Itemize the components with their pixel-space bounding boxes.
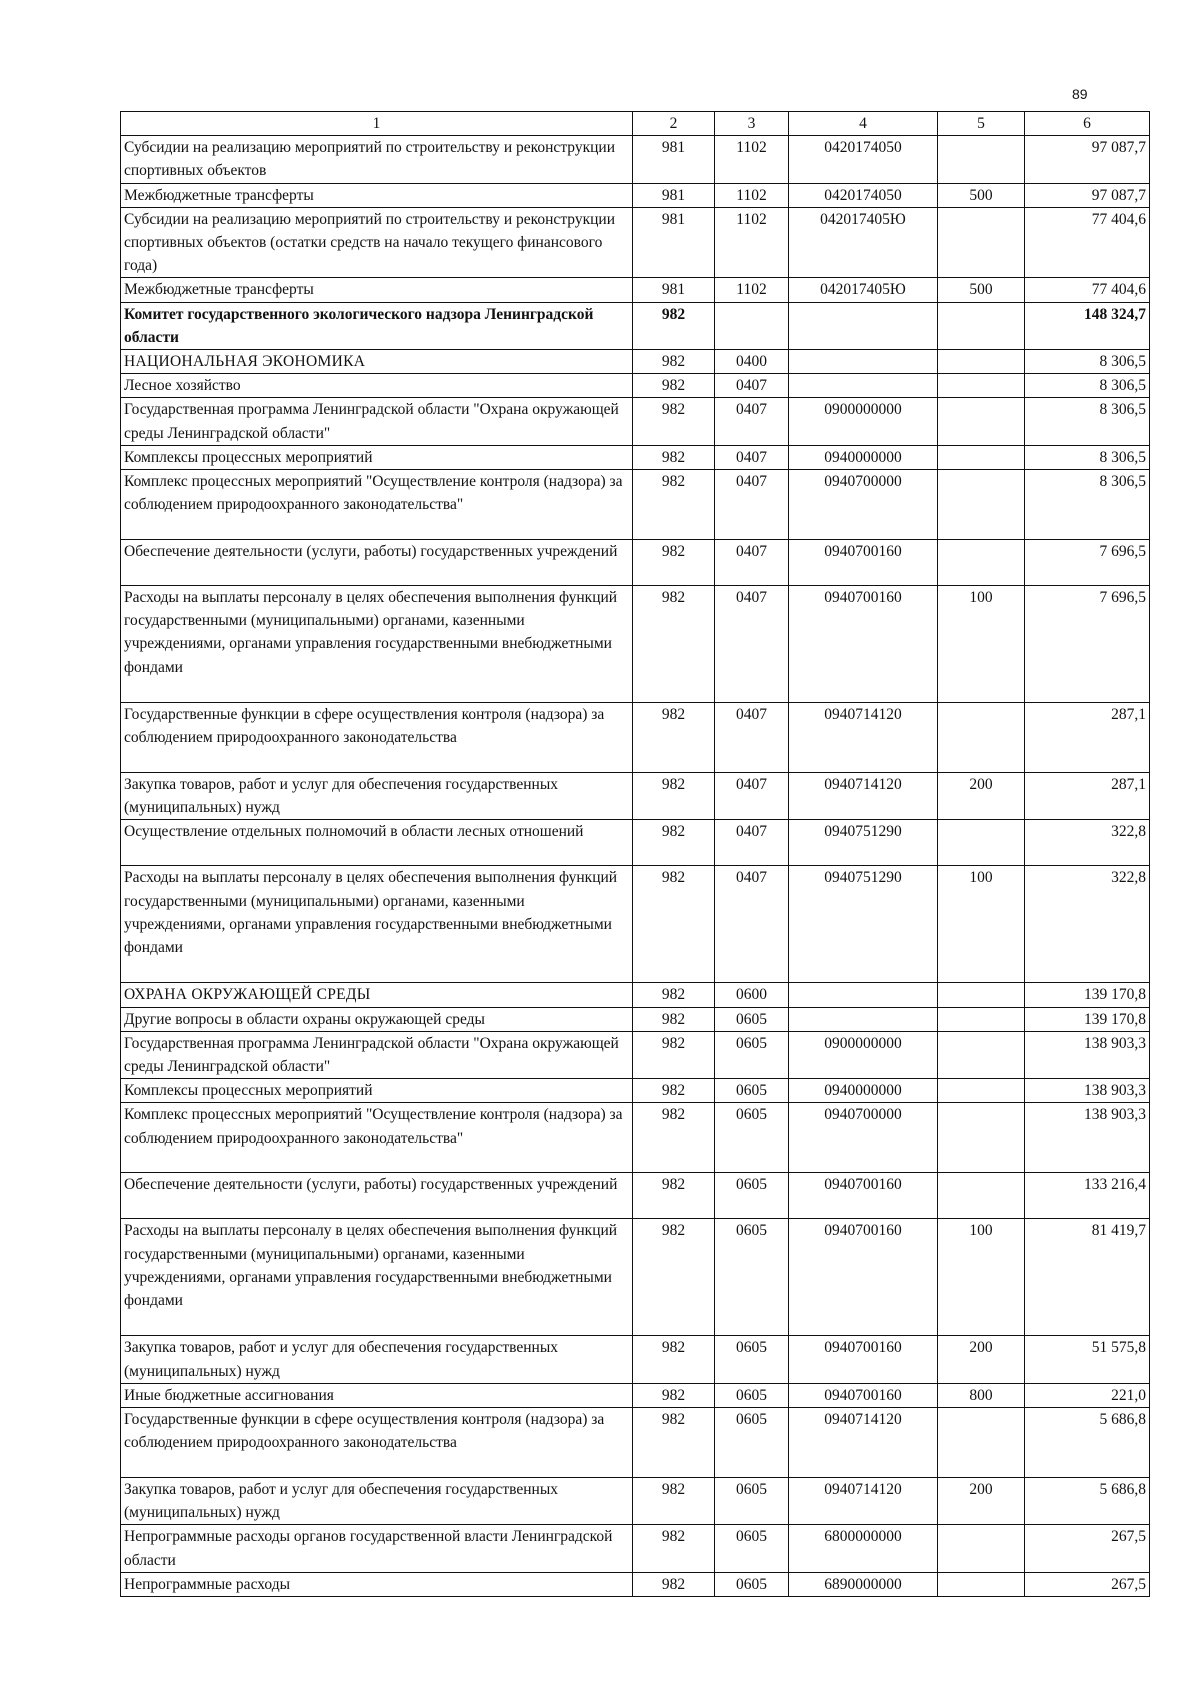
cell-grbs-code: 982 bbox=[633, 866, 715, 983]
cell-section-code: 0605 bbox=[715, 1408, 789, 1478]
table-row bbox=[121, 350, 1150, 374]
cell-target-article bbox=[789, 350, 938, 374]
cell-name: Субсидии на реализацию мероприятий по строительству и реконструкции спортивных объектов bbox=[121, 136, 633, 183]
cell-expense-type bbox=[938, 983, 1025, 1007]
cell-target-article: 0940751290 bbox=[789, 820, 938, 866]
cell-target-article: 0420174050 bbox=[789, 136, 938, 183]
cell-amount: 221,0 bbox=[1025, 1383, 1150, 1407]
table-row bbox=[121, 183, 1150, 207]
cell-grbs-code: 982 bbox=[633, 983, 715, 1007]
cell-amount: 322,8 bbox=[1025, 866, 1150, 983]
table-row bbox=[121, 374, 1150, 398]
cell-amount: 267,5 bbox=[1025, 1572, 1150, 1596]
cell-expense-type bbox=[938, 1572, 1025, 1596]
cell-target-article: 0940700000 bbox=[789, 1103, 938, 1173]
cell-section-code: 0407 bbox=[715, 540, 789, 586]
cell-name: Закупка товаров, работ и услуг для обеспечения государственных (муниципальных) нужд bbox=[121, 773, 633, 820]
cell-name: Субсидии на реализацию мероприятий по строительству и реконструкции спортивных объектов (остатки средств на начало текущего финансового года) bbox=[121, 207, 633, 278]
cell-target-article: 0940714120 bbox=[789, 1478, 938, 1525]
cell-target-article: 042017405Ю bbox=[789, 278, 938, 302]
cell-section-code: 0605 bbox=[715, 1336, 789, 1383]
table-header bbox=[121, 112, 1150, 136]
header-col-4: 4 bbox=[789, 112, 938, 136]
cell-expense-type bbox=[938, 1031, 1025, 1078]
cell-grbs-code: 982 bbox=[633, 1408, 715, 1478]
cell-name: Комплекс процессных мероприятий "Осуществление контроля (надзора) за соблюдением природоохранного законодательства" bbox=[121, 470, 633, 540]
cell-amount: 81 419,7 bbox=[1025, 1219, 1150, 1336]
cell-expense-type bbox=[938, 1173, 1025, 1219]
cell-amount: 138 903,3 bbox=[1025, 1031, 1150, 1078]
header-row bbox=[121, 112, 1150, 136]
cell-section-code: 1102 bbox=[715, 207, 789, 278]
cell-name: НАЦИОНАЛЬНАЯ ЭКОНОМИКА bbox=[121, 350, 633, 374]
cell-amount: 287,1 bbox=[1025, 773, 1150, 820]
cell-amount: 139 170,8 bbox=[1025, 1007, 1150, 1031]
cell-section-code: 0407 bbox=[715, 866, 789, 983]
table-row bbox=[121, 398, 1150, 445]
cell-amount: 7 696,5 bbox=[1025, 586, 1150, 703]
cell-expense-type bbox=[938, 398, 1025, 445]
cell-expense-type: 100 bbox=[938, 586, 1025, 703]
cell-expense-type bbox=[938, 1408, 1025, 1478]
cell-section-code: 0605 bbox=[715, 1031, 789, 1078]
cell-expense-type: 100 bbox=[938, 1219, 1025, 1336]
cell-section-code: 0407 bbox=[715, 703, 789, 773]
cell-expense-type: 200 bbox=[938, 1336, 1025, 1383]
table-row bbox=[121, 302, 1150, 349]
cell-amount: 133 216,4 bbox=[1025, 1173, 1150, 1219]
cell-section-code: 1102 bbox=[715, 136, 789, 183]
cell-expense-type bbox=[938, 540, 1025, 586]
cell-grbs-code: 982 bbox=[633, 1031, 715, 1078]
cell-name: Государственные функции в сфере осуществления контроля (надзора) за соблюдением природоохранного законодательства bbox=[121, 1408, 633, 1478]
cell-target-article bbox=[789, 1007, 938, 1031]
page-number: 89 bbox=[1072, 86, 1088, 102]
cell-expense-type bbox=[938, 302, 1025, 349]
cell-expense-type bbox=[938, 445, 1025, 469]
cell-amount: 5 686,8 bbox=[1025, 1478, 1150, 1525]
cell-grbs-code: 982 bbox=[633, 540, 715, 586]
cell-target-article bbox=[789, 374, 938, 398]
cell-expense-type bbox=[938, 207, 1025, 278]
cell-name: Непрограммные расходы bbox=[121, 1572, 633, 1596]
cell-section-code: 0605 bbox=[715, 1079, 789, 1103]
header-col-1: 1 bbox=[121, 112, 633, 136]
cell-name: Комплексы процессных мероприятий bbox=[121, 1079, 633, 1103]
table-row bbox=[121, 1383, 1150, 1407]
cell-grbs-code: 982 bbox=[633, 820, 715, 866]
cell-expense-type: 500 bbox=[938, 183, 1025, 207]
cell-amount: 8 306,5 bbox=[1025, 398, 1150, 445]
cell-target-article: 0940700160 bbox=[789, 1173, 938, 1219]
table-body bbox=[121, 136, 1150, 1597]
cell-section-code: 0605 bbox=[715, 1219, 789, 1336]
cell-amount: 138 903,3 bbox=[1025, 1103, 1150, 1173]
cell-amount: 322,8 bbox=[1025, 820, 1150, 866]
cell-expense-type bbox=[938, 350, 1025, 374]
table-row bbox=[121, 1336, 1150, 1383]
table-row bbox=[121, 1525, 1150, 1572]
cell-target-article: 0940714120 bbox=[789, 703, 938, 773]
cell-section-code: 0407 bbox=[715, 586, 789, 703]
cell-name: Осуществление отдельных полномочий в области лесных отношений bbox=[121, 820, 633, 866]
cell-grbs-code: 982 bbox=[633, 1525, 715, 1572]
cell-target-article: 0940700160 bbox=[789, 586, 938, 703]
table-row bbox=[121, 1031, 1150, 1078]
cell-grbs-code: 982 bbox=[633, 1383, 715, 1407]
cell-amount: 7 696,5 bbox=[1025, 540, 1150, 586]
cell-grbs-code: 982 bbox=[633, 586, 715, 703]
cell-name: Межбюджетные трансферты bbox=[121, 278, 633, 302]
cell-expense-type: 200 bbox=[938, 1478, 1025, 1525]
cell-expense-type: 800 bbox=[938, 1383, 1025, 1407]
cell-target-article: 0940700160 bbox=[789, 1219, 938, 1336]
cell-name: Непрограммные расходы органов государственной власти Ленинградской области bbox=[121, 1525, 633, 1572]
cell-grbs-code: 982 bbox=[633, 1478, 715, 1525]
cell-expense-type: 200 bbox=[938, 773, 1025, 820]
cell-section-code: 0605 bbox=[715, 1525, 789, 1572]
cell-target-article: 0940714120 bbox=[789, 773, 938, 820]
header-col-6: 6 bbox=[1025, 112, 1150, 136]
table-row bbox=[121, 207, 1150, 278]
cell-amount: 287,1 bbox=[1025, 703, 1150, 773]
cell-expense-type bbox=[938, 470, 1025, 540]
cell-target-article: 0940700000 bbox=[789, 470, 938, 540]
table-row bbox=[121, 586, 1150, 703]
cell-grbs-code: 982 bbox=[633, 1336, 715, 1383]
table-row bbox=[121, 866, 1150, 983]
header-col-3: 3 bbox=[715, 112, 789, 136]
cell-grbs-code: 982 bbox=[633, 773, 715, 820]
cell-name: Расходы на выплаты персоналу в целях обеспечения выполнения функций государственными (муниципальными) органами, казенными учреждениями, органами управления государственными внебюджетными фондами bbox=[121, 1219, 633, 1336]
cell-target-article: 0940700160 bbox=[789, 1336, 938, 1383]
cell-section-code: 0605 bbox=[715, 1007, 789, 1031]
cell-target-article: 0420174050 bbox=[789, 183, 938, 207]
cell-name: ОХРАНА ОКРУЖАЮЩЕЙ СРЕДЫ bbox=[121, 983, 633, 1007]
cell-grbs-code: 982 bbox=[633, 445, 715, 469]
cell-target-article bbox=[789, 983, 938, 1007]
cell-name: Обеспечение деятельности (услуги, работы) государственных учреждений bbox=[121, 1173, 633, 1219]
cell-expense-type bbox=[938, 1079, 1025, 1103]
table-row bbox=[121, 278, 1150, 302]
cell-section-code: 0605 bbox=[715, 1103, 789, 1173]
cell-amount: 77 404,6 bbox=[1025, 278, 1150, 302]
cell-amount: 267,5 bbox=[1025, 1525, 1150, 1572]
cell-amount: 8 306,5 bbox=[1025, 445, 1150, 469]
table-row bbox=[121, 1173, 1150, 1219]
cell-name: Государственная программа Ленинградской области "Охрана окружающей среды Ленинградской области" bbox=[121, 1031, 633, 1078]
cell-target-article: 0940751290 bbox=[789, 866, 938, 983]
table-row bbox=[121, 1079, 1150, 1103]
cell-section-code: 0600 bbox=[715, 983, 789, 1007]
cell-target-article: 042017405Ю bbox=[789, 207, 938, 278]
cell-name: Государственные функции в сфере осуществления контроля (надзора) за соблюдением природоохранного законодательства bbox=[121, 703, 633, 773]
cell-amount: 8 306,5 bbox=[1025, 470, 1150, 540]
budget-table bbox=[120, 111, 1150, 1597]
table-row bbox=[121, 540, 1150, 586]
cell-name: Закупка товаров, работ и услуг для обеспечения государственных (муниципальных) нужд bbox=[121, 1336, 633, 1383]
cell-section-code: 0605 bbox=[715, 1572, 789, 1596]
cell-amount: 97 087,7 bbox=[1025, 136, 1150, 183]
cell-amount: 97 087,7 bbox=[1025, 183, 1150, 207]
cell-expense-type bbox=[938, 1525, 1025, 1572]
cell-section-code: 0407 bbox=[715, 374, 789, 398]
cell-target-article: 0900000000 bbox=[789, 1031, 938, 1078]
cell-name: Обеспечение деятельности (услуги, работы) государственных учреждений bbox=[121, 540, 633, 586]
cell-name: Межбюджетные трансферты bbox=[121, 183, 633, 207]
cell-name: Комплекс процессных мероприятий "Осуществление контроля (надзора) за соблюдением природоохранного законодательства" bbox=[121, 1103, 633, 1173]
cell-expense-type: 500 bbox=[938, 278, 1025, 302]
cell-grbs-code: 982 bbox=[633, 1103, 715, 1173]
cell-name: Комитет государственного экологического надзора Ленинградской области bbox=[121, 302, 633, 349]
cell-grbs-code: 982 bbox=[633, 470, 715, 540]
cell-target-article: 0940714120 bbox=[789, 1408, 938, 1478]
table-row bbox=[121, 1408, 1150, 1478]
cell-grbs-code: 982 bbox=[633, 398, 715, 445]
table-row bbox=[121, 470, 1150, 540]
cell-grbs-code: 981 bbox=[633, 278, 715, 302]
cell-target-article: 0940700160 bbox=[789, 1383, 938, 1407]
header-col-2: 2 bbox=[633, 112, 715, 136]
cell-target-article bbox=[789, 302, 938, 349]
table-row bbox=[121, 1572, 1150, 1596]
cell-section-code: 0407 bbox=[715, 398, 789, 445]
cell-expense-type: 100 bbox=[938, 866, 1025, 983]
cell-amount: 77 404,6 bbox=[1025, 207, 1150, 278]
cell-amount: 139 170,8 bbox=[1025, 983, 1150, 1007]
cell-grbs-code: 982 bbox=[633, 703, 715, 773]
cell-grbs-code: 982 bbox=[633, 1079, 715, 1103]
cell-target-article: 0940000000 bbox=[789, 445, 938, 469]
header-col-5: 5 bbox=[938, 112, 1025, 136]
cell-section-code: 0605 bbox=[715, 1478, 789, 1525]
cell-name: Другие вопросы в области охраны окружающей среды bbox=[121, 1007, 633, 1031]
cell-name: Расходы на выплаты персоналу в целях обеспечения выполнения функций государственными (муниципальными) органами, казенными учреждениями, органами управления государственными внебюджетными фондами bbox=[121, 866, 633, 983]
cell-name: Комплексы процессных мероприятий bbox=[121, 445, 633, 469]
cell-grbs-code: 981 bbox=[633, 183, 715, 207]
cell-expense-type bbox=[938, 1007, 1025, 1031]
cell-section-code: 0605 bbox=[715, 1383, 789, 1407]
cell-amount: 8 306,5 bbox=[1025, 350, 1150, 374]
cell-target-article: 0940700160 bbox=[789, 540, 938, 586]
cell-grbs-code: 982 bbox=[633, 302, 715, 349]
cell-section-code: 0400 bbox=[715, 350, 789, 374]
cell-grbs-code: 982 bbox=[633, 1572, 715, 1596]
cell-expense-type bbox=[938, 820, 1025, 866]
cell-section-code: 1102 bbox=[715, 183, 789, 207]
cell-target-article: 0940000000 bbox=[789, 1079, 938, 1103]
table-row bbox=[121, 445, 1150, 469]
cell-amount: 138 903,3 bbox=[1025, 1079, 1150, 1103]
cell-amount: 5 686,8 bbox=[1025, 1408, 1150, 1478]
cell-expense-type bbox=[938, 374, 1025, 398]
table-row bbox=[121, 1103, 1150, 1173]
cell-expense-type bbox=[938, 703, 1025, 773]
cell-grbs-code: 982 bbox=[633, 1007, 715, 1031]
cell-name: Государственная программа Ленинградской области "Охрана окружающей среды Ленинградской области" bbox=[121, 398, 633, 445]
table-row bbox=[121, 773, 1150, 820]
cell-grbs-code: 982 bbox=[633, 1173, 715, 1219]
cell-grbs-code: 982 bbox=[633, 374, 715, 398]
table-row bbox=[121, 703, 1150, 773]
cell-name: Расходы на выплаты персоналу в целях обеспечения выполнения функций государственными (муниципальными) органами, казенными учреждениями, органами управления государственными внебюджетными фондами bbox=[121, 586, 633, 703]
cell-target-article: 0900000000 bbox=[789, 398, 938, 445]
cell-target-article: 6800000000 bbox=[789, 1525, 938, 1572]
table-row bbox=[121, 983, 1150, 1007]
cell-amount: 8 306,5 bbox=[1025, 374, 1150, 398]
cell-name: Закупка товаров, работ и услуг для обеспечения государственных (муниципальных) нужд bbox=[121, 1478, 633, 1525]
cell-grbs-code: 981 bbox=[633, 207, 715, 278]
cell-name: Лесное хозяйство bbox=[121, 374, 633, 398]
cell-grbs-code: 982 bbox=[633, 350, 715, 374]
table-row bbox=[121, 136, 1150, 183]
cell-section-code bbox=[715, 302, 789, 349]
table-row bbox=[121, 1007, 1150, 1031]
table-row bbox=[121, 820, 1150, 866]
cell-target-article: 6890000000 bbox=[789, 1572, 938, 1596]
cell-grbs-code: 982 bbox=[633, 1219, 715, 1336]
cell-amount: 148 324,7 bbox=[1025, 302, 1150, 349]
cell-section-code: 0407 bbox=[715, 470, 789, 540]
cell-section-code: 0407 bbox=[715, 820, 789, 866]
cell-section-code: 0605 bbox=[715, 1173, 789, 1219]
cell-name: Иные бюджетные ассигнования bbox=[121, 1383, 633, 1407]
cell-expense-type bbox=[938, 1103, 1025, 1173]
cell-amount: 51 575,8 bbox=[1025, 1336, 1150, 1383]
cell-section-code: 0407 bbox=[715, 445, 789, 469]
table-row bbox=[121, 1478, 1150, 1525]
cell-section-code: 0407 bbox=[715, 773, 789, 820]
cell-grbs-code: 981 bbox=[633, 136, 715, 183]
table-row bbox=[121, 1219, 1150, 1336]
cell-section-code: 1102 bbox=[715, 278, 789, 302]
cell-expense-type bbox=[938, 136, 1025, 183]
